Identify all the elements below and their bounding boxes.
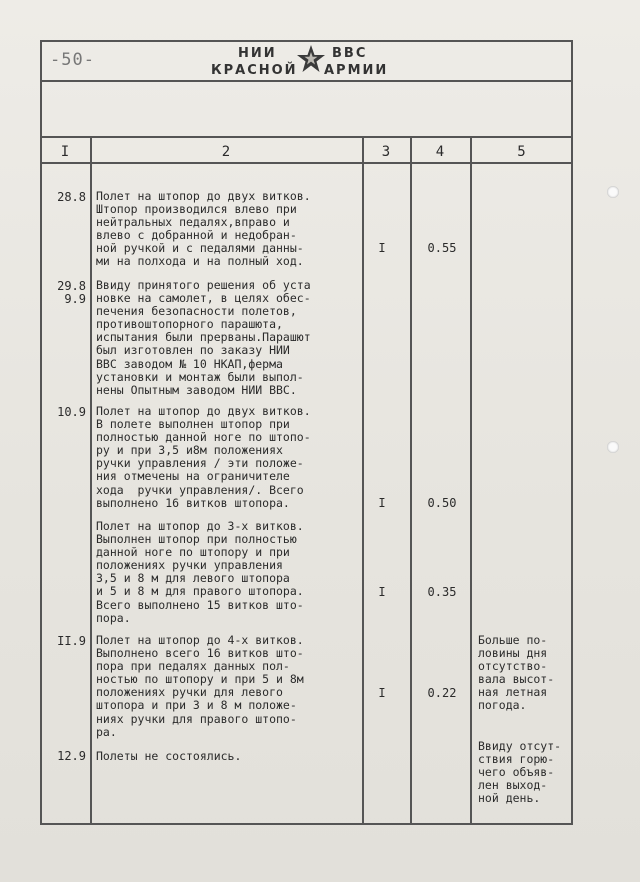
- row-flight-time: 0.50: [427, 496, 457, 510]
- column-divider: [470, 136, 472, 825]
- row-remark: Больше по- ловины дня отсутство- вала высот- ная летная погода.: [478, 633, 555, 712]
- row-date: 29.8 9.9: [57, 279, 86, 306]
- page-number: -50-: [50, 50, 95, 70]
- row-flights-count: I: [378, 496, 386, 510]
- column-divider: [410, 136, 412, 825]
- header-nii: НИИ: [238, 46, 277, 61]
- column-header-bottom-line: [40, 162, 573, 164]
- column-header-5: 5: [517, 144, 526, 160]
- header-divider: [40, 80, 573, 82]
- column-header-top-line: [40, 136, 573, 138]
- column-header-1: I: [60, 144, 70, 160]
- row-flights-count: I: [378, 241, 386, 255]
- column-header-4: 4: [435, 144, 445, 160]
- column-divider: [362, 136, 364, 825]
- row-description: Полет на штопор до 3-х витков. Выполнен штопор при полностью данной ноге по штопору и при положениях ручки управления 3,5 и 8 м для левого штопора и 5 и 8 м для правого штопора. Всего выполнено 15 витков што- пора.: [96, 519, 304, 625]
- row-flights-count: I: [378, 686, 386, 700]
- row-description: Полет на штопор до двух витков. В полете выполнен штопор при полностью данной ноге по штопо- ру и при 3,5 и8м положениях ручки управления / эти положе- ния отмечены на ограничителе хода ручки управления/. Всего выполнено 16 витков штопора.: [96, 404, 311, 510]
- row-date: II.9: [57, 634, 86, 648]
- column-divider: [90, 136, 92, 825]
- column-header-2: 2: [221, 144, 231, 160]
- row-description: Полеты не состоялись.: [96, 749, 242, 763]
- row-flight-time: 0.35: [427, 585, 457, 599]
- red-star-icon: [296, 44, 326, 74]
- row-flights-count: I: [378, 585, 386, 599]
- row-description: Полет на штопор до двух витков. Штопор производился влево при нейтральных педалях,вправо и влево с добранной и недобран- ной ручкой и с педалями данны- ми на полхода и на полный ход.: [96, 189, 311, 269]
- header-krasnoy: КРАСНОЙ: [211, 63, 298, 78]
- header-armii: АРМИИ: [324, 63, 389, 78]
- row-description: Ввиду принятого решения об уста новке на самолет, в целях обес- печения безопасности полетов, противоштопорного парашюта, испытания были прерваны.Парашют был изготовлен по заказу НИИ ВВС заводом № 10 НКАП,ферма установки и монтаж были выпол- нены Опытным заводом НИИ ВВС.: [96, 278, 311, 397]
- punch-hole: [607, 186, 619, 198]
- row-flight-time: 0.55: [427, 241, 457, 255]
- row-date: 12.9: [57, 749, 86, 763]
- row-remark: Ввиду отсут- ствия горю- чего объяв- лен выход- ной день.: [478, 739, 562, 805]
- column-header-3: 3: [381, 144, 391, 160]
- row-description: Полет на штопор до 4-х витков. Выполнено всего 16 витков што- пора при педалях данных пол- ностью по штопору и при 5 и 8м положениях ручки для левого штопора и при 3 и 8 м положе- ниях ручки для правого штопо- ра.: [96, 633, 304, 739]
- row-date: 28.8: [57, 190, 86, 204]
- row-date: 10.9: [57, 405, 86, 419]
- row-flight-time: 0.22: [427, 686, 457, 700]
- punch-hole: [607, 441, 619, 453]
- header-vvs: ВВС: [332, 46, 368, 61]
